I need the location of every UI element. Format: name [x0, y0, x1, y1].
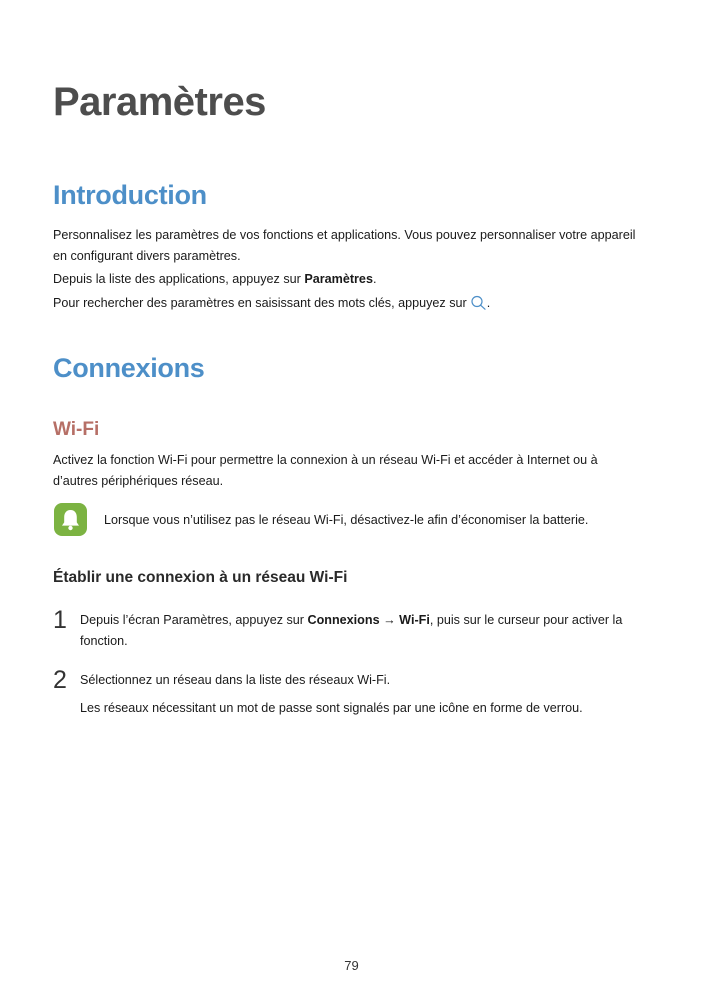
settings-app-name: Paramètres: [304, 272, 373, 286]
step-number-2: 2: [53, 666, 67, 694]
section-heading-introduction: Introduction: [53, 180, 207, 210]
step-1-intro: Depuis l’écran Paramètres, appuyez sur: [80, 613, 308, 627]
wifi-connect-heading: Établir une connexion à un réseau Wi-Fi: [53, 569, 348, 586]
intro-settings-instruction: [53, 269, 643, 290]
page-title: Paramètres: [53, 80, 266, 124]
step-1-wifi: Wi-Fi: [399, 613, 430, 627]
intro-search-end: .: [486, 296, 491, 310]
step-2-text: Sélectionnez un réseau dans la liste des réseaux Wi-Fi.: [80, 673, 391, 687]
step-1-end: , puis sur le curseur pour activer la fonction.: [80, 613, 623, 648]
intro-settings-text: Depuis la liste des applications, appuyez sur: [53, 272, 305, 286]
step-1-connexions: Connexions: [307, 613, 380, 627]
step-2-note: Les réseaux nécessitant un mot de passe sont signalés par une icône en forme de verrou.: [80, 701, 583, 715]
step-1-text: [80, 610, 650, 652]
intro-search-text: Pour rechercher des paramètres en saisissant des mots clés, appuyez sur: [53, 296, 467, 310]
step-1-arrow: →: [379, 613, 400, 627]
bell-icon: [54, 503, 87, 536]
intro-search-instruction: [53, 293, 643, 314]
wifi-paragraph: Activez la fonction Wi-Fi pour permettre la connexion à un réseau Wi-Fi et accéder à Internet ou à d’autres périphériques réseau.: [53, 453, 598, 488]
page-number: 79: [344, 958, 359, 973]
wifi-note: Lorsque vous n’utilisez pas le réseau Wi-Fi, désactivez-le afin d’économiser la batterie.: [104, 513, 589, 527]
section-heading-connexions: Connexions: [53, 353, 205, 383]
search-icon: [470, 295, 487, 310]
step-number-1: 1: [53, 606, 67, 634]
intro-paragraph: Personnalisez les paramètres de vos fonctions et applications. Vous pouvez personnaliser votre appareil en configurant divers paramètres.: [53, 228, 636, 263]
intro-settings-end: .: [372, 272, 377, 286]
subsection-heading-wifi: Wi-Fi: [53, 419, 100, 440]
